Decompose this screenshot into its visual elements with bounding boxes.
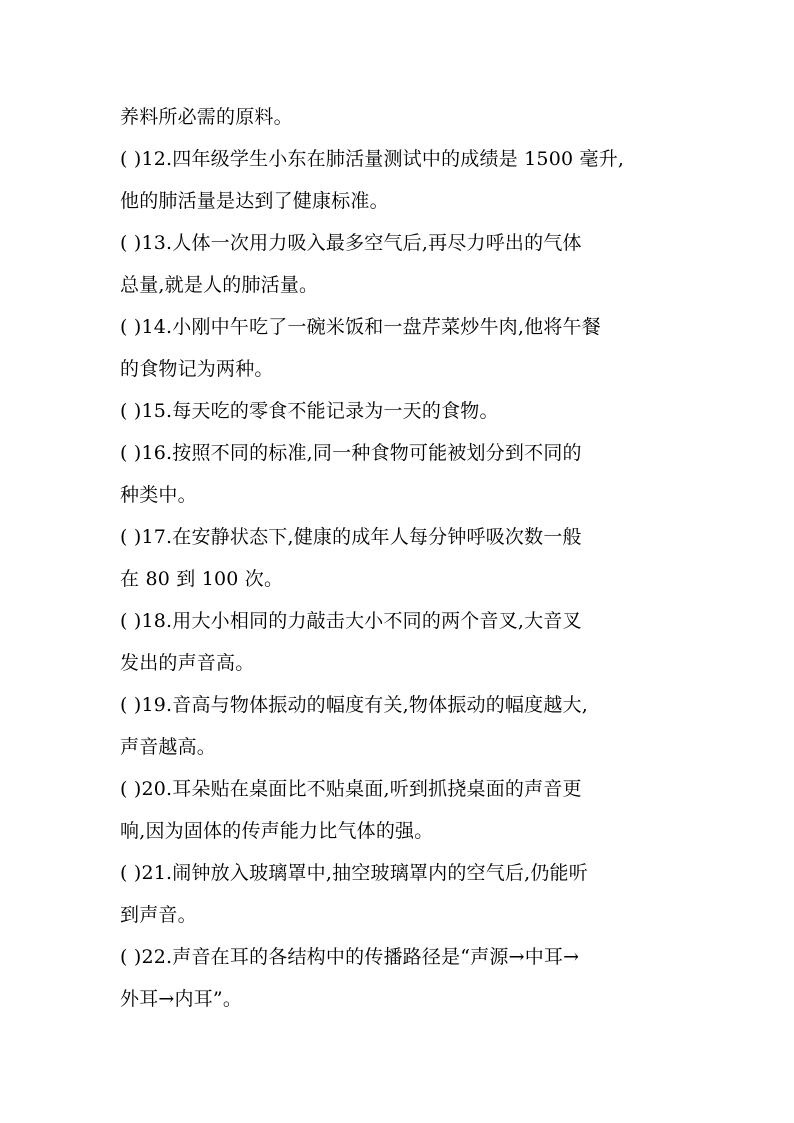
text-line: 到声音。: [120, 904, 197, 926]
question-19-line: ( )19.音高与物体振动的幅度有关,物体振动的幅度越大,: [120, 694, 588, 716]
text-line: 养料所必需的原料。: [120, 106, 293, 128]
text-line: 声音越高。: [120, 736, 217, 758]
text-line: 的食物记为两种。: [120, 358, 274, 380]
question-14-line: ( )14.小刚中午吃了一碗米饭和一盘芹菜炒牛肉,他将午餐: [120, 316, 601, 338]
question-22-line: ( )22.声音在耳的各结构中的传播路径是“声源→中耳→: [120, 946, 580, 968]
question-20-line: ( )20.耳朵贴在桌面比不贴桌面,听到抓挠桌面的声音更: [120, 778, 582, 800]
question-17-line: ( )17.在安静状态下,健康的成年人每分钟呼吸次数一般: [120, 526, 582, 548]
question-12-line: ( )12.四年级学生小东在肺活量测试中的成绩是 1500 毫升,: [120, 148, 625, 170]
text-line: 他的肺活量是达到了健康标准。: [120, 190, 389, 212]
text-line: 种类中。: [120, 484, 197, 506]
text-line: 总量,就是人的肺活量。: [120, 274, 319, 296]
text-line: 外耳→内耳”。: [120, 988, 243, 1010]
text-line: 在 80 到 100 次。: [120, 568, 284, 590]
question-15-line: ( )15.每天吃的零食不能记录为一天的食物。: [120, 400, 499, 422]
question-16-line: ( )16.按照不同的标准,同一种食物可能被划分到不同的: [120, 442, 582, 464]
question-13-line: ( )13.人体一次用力吸入最多空气后,再尽力呼出的气体: [120, 232, 582, 254]
text-line: 发出的声音高。: [120, 652, 255, 674]
text-line: 响,因为固体的传声能力比气体的强。: [120, 820, 434, 842]
question-21-line: ( )21.闹钟放入玻璃罩中,抽空玻璃罩内的空气后,仍能听: [120, 862, 588, 884]
question-18-line: ( )18.用大小相同的力敲击大小不同的两个音叉,大音叉: [120, 610, 582, 632]
